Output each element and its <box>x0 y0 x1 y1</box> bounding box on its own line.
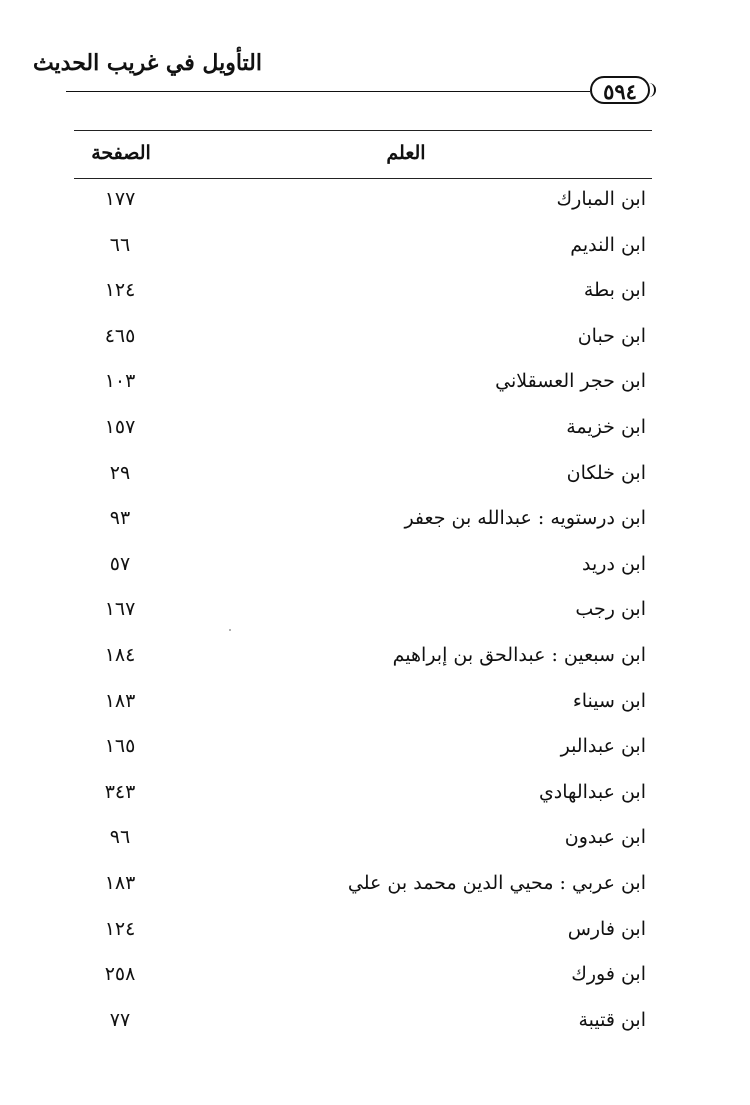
entry-name: ابن عبدالبر <box>560 735 646 758</box>
entry-page: ١٢٤ <box>104 917 136 940</box>
entry-page: ١٧٧ <box>104 188 136 210</box>
scan-speck <box>229 629 231 631</box>
table-row <box>74 870 652 916</box>
entry-name: ابن المبارك <box>556 188 646 210</box>
entry-page: ١٨٤ <box>104 643 136 666</box>
column-header-page: الصفحة <box>91 142 151 164</box>
table-row <box>74 916 652 962</box>
entry-page: ١٢٤ <box>104 279 136 302</box>
entry-page: ٥٧ <box>109 552 131 575</box>
table-row <box>74 414 652 460</box>
table-top-rule <box>74 130 652 131</box>
table-row <box>74 277 652 323</box>
entry-name: ابن درستويه : عبدالله بن جعفر <box>404 507 646 530</box>
entry-name: ابن حبان <box>577 324 646 347</box>
entry-name: ابن قتيبة <box>578 1008 646 1031</box>
page-header <box>0 0 750 110</box>
entry-page: ٧٧ <box>109 1008 131 1031</box>
table-row <box>74 688 652 734</box>
page-number: ٥٩٤ <box>590 76 650 104</box>
table-row <box>74 596 652 642</box>
table-row <box>74 824 652 870</box>
entry-page: ١٨٣ <box>104 871 136 894</box>
entry-page: ٤٦٥ <box>104 324 136 347</box>
entry-page: ٩٣ <box>109 507 131 530</box>
entry-name: ابن خزيمة <box>566 415 646 438</box>
entry-name: ابن خلكان <box>566 461 646 484</box>
table-row <box>74 460 652 506</box>
entry-name: ابن عبدون <box>564 826 646 849</box>
table-row <box>74 368 652 414</box>
entry-name: ابن عربي : محيي الدين محمد بن علي <box>347 871 646 894</box>
table-row <box>74 642 652 688</box>
table-row <box>74 232 652 278</box>
table-row <box>74 961 652 1007</box>
entry-page: ٦٦ <box>109 233 131 256</box>
entry-name: ابن سبعين : عبدالحق بن إبراهيم <box>392 643 646 666</box>
table-row <box>74 779 652 825</box>
entry-name: ابن بطة <box>583 279 646 302</box>
table-row <box>74 551 652 597</box>
entry-name: ابن حجر العسقلاني <box>495 370 646 393</box>
table-row <box>74 323 652 369</box>
entry-name: ابن فارس <box>567 917 646 940</box>
table-row <box>74 186 652 232</box>
index-table <box>74 186 652 1052</box>
entry-page: ١٠٣ <box>104 370 136 393</box>
entry-page: ١٥٧ <box>104 415 136 438</box>
entry-name: ابن رجب <box>575 598 646 621</box>
entry-page: ١٦٥ <box>104 735 136 758</box>
book-title: التأويل في غريب الحديث <box>32 50 262 76</box>
entry-page: ٩٦ <box>109 826 131 849</box>
table-header-rule <box>74 178 652 179</box>
entry-name: ابن دريد <box>582 552 646 575</box>
column-header-name: العلم <box>386 142 426 164</box>
entry-page: ٢٩ <box>109 461 131 484</box>
table-row <box>74 733 652 779</box>
entry-name: ابن سيناء <box>572 689 646 712</box>
entry-name: ابن النديم <box>570 233 646 256</box>
entry-page: ١٦٧ <box>104 598 136 621</box>
header-rule <box>66 91 590 92</box>
table-row <box>74 1007 652 1053</box>
entry-name: ابن عبدالهادي <box>538 780 646 803</box>
entry-name: ابن فورك <box>571 963 646 986</box>
entry-page: ١٨٣ <box>104 689 136 712</box>
entry-page: ٣٤٣ <box>104 780 136 803</box>
table-row <box>74 505 652 551</box>
entry-page: ٢٥٨ <box>104 963 136 986</box>
